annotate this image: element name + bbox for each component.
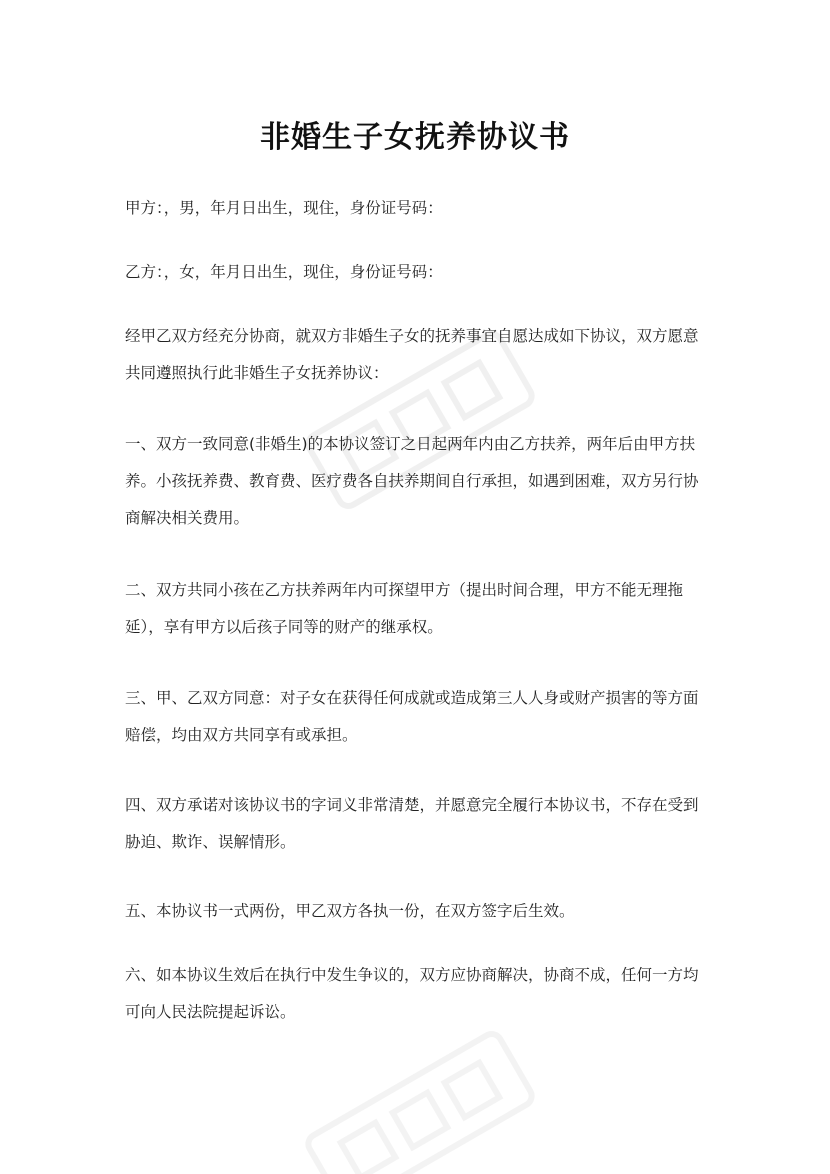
document-title: 非婚生子女抚养协议书: [260, 120, 570, 155]
clause-4-paragraph: 四、双方承诺对该协议书的字词义非常清楚，并愿意完全履行本协议书，不存在受到胁迫、欺诈、误解情形。: [125, 796, 699, 851]
party-a-line: 甲方：，男，年月日出生，现住，身份证号码：: [125, 199, 443, 217]
clause-6-paragraph: 六、如本协议生效后在执行中发生争议的，双方应协商解决，协商不成，任何一方均可向人民法院提起诉讼。: [125, 966, 699, 1021]
party-b-line: 乙方：，女，年月日出生，现住，身份证号码：: [125, 263, 443, 281]
clause-1-paragraph: 一、双方一致同意(非婚生)的本协议签订之日起两年内由乙方扶养，两年后由甲方扶养。小孩抚养费、教育费、医疗费各自扶养期间自行承担，如遇到困难，双方另行协商解决相关费用。: [125, 435, 699, 527]
clause-2-paragraph: 二、双方共同小孩在乙方扶养两年内可探望甲方（提出时间合理，甲方不能无理拖延），享有甲方以后孩子同等的财产的继承权。: [125, 581, 684, 636]
clause-3-paragraph: 三、甲、乙双方同意：对子女在获得任何成就或造成第三人人身或财产损害的等方面赔偿，均由双方共同享有或承担。: [125, 689, 699, 744]
clause-5-paragraph: 五、本协议书一式两份，甲乙双方各执一份，在双方签字后生效。: [125, 902, 575, 920]
preamble-paragraph: 经甲乙双方经充分协商，就双方非婚生子女的抚养事宜自愿达成如下协议，双方愿意共同遵照执行此非婚生子女抚养协议：: [125, 327, 699, 382]
